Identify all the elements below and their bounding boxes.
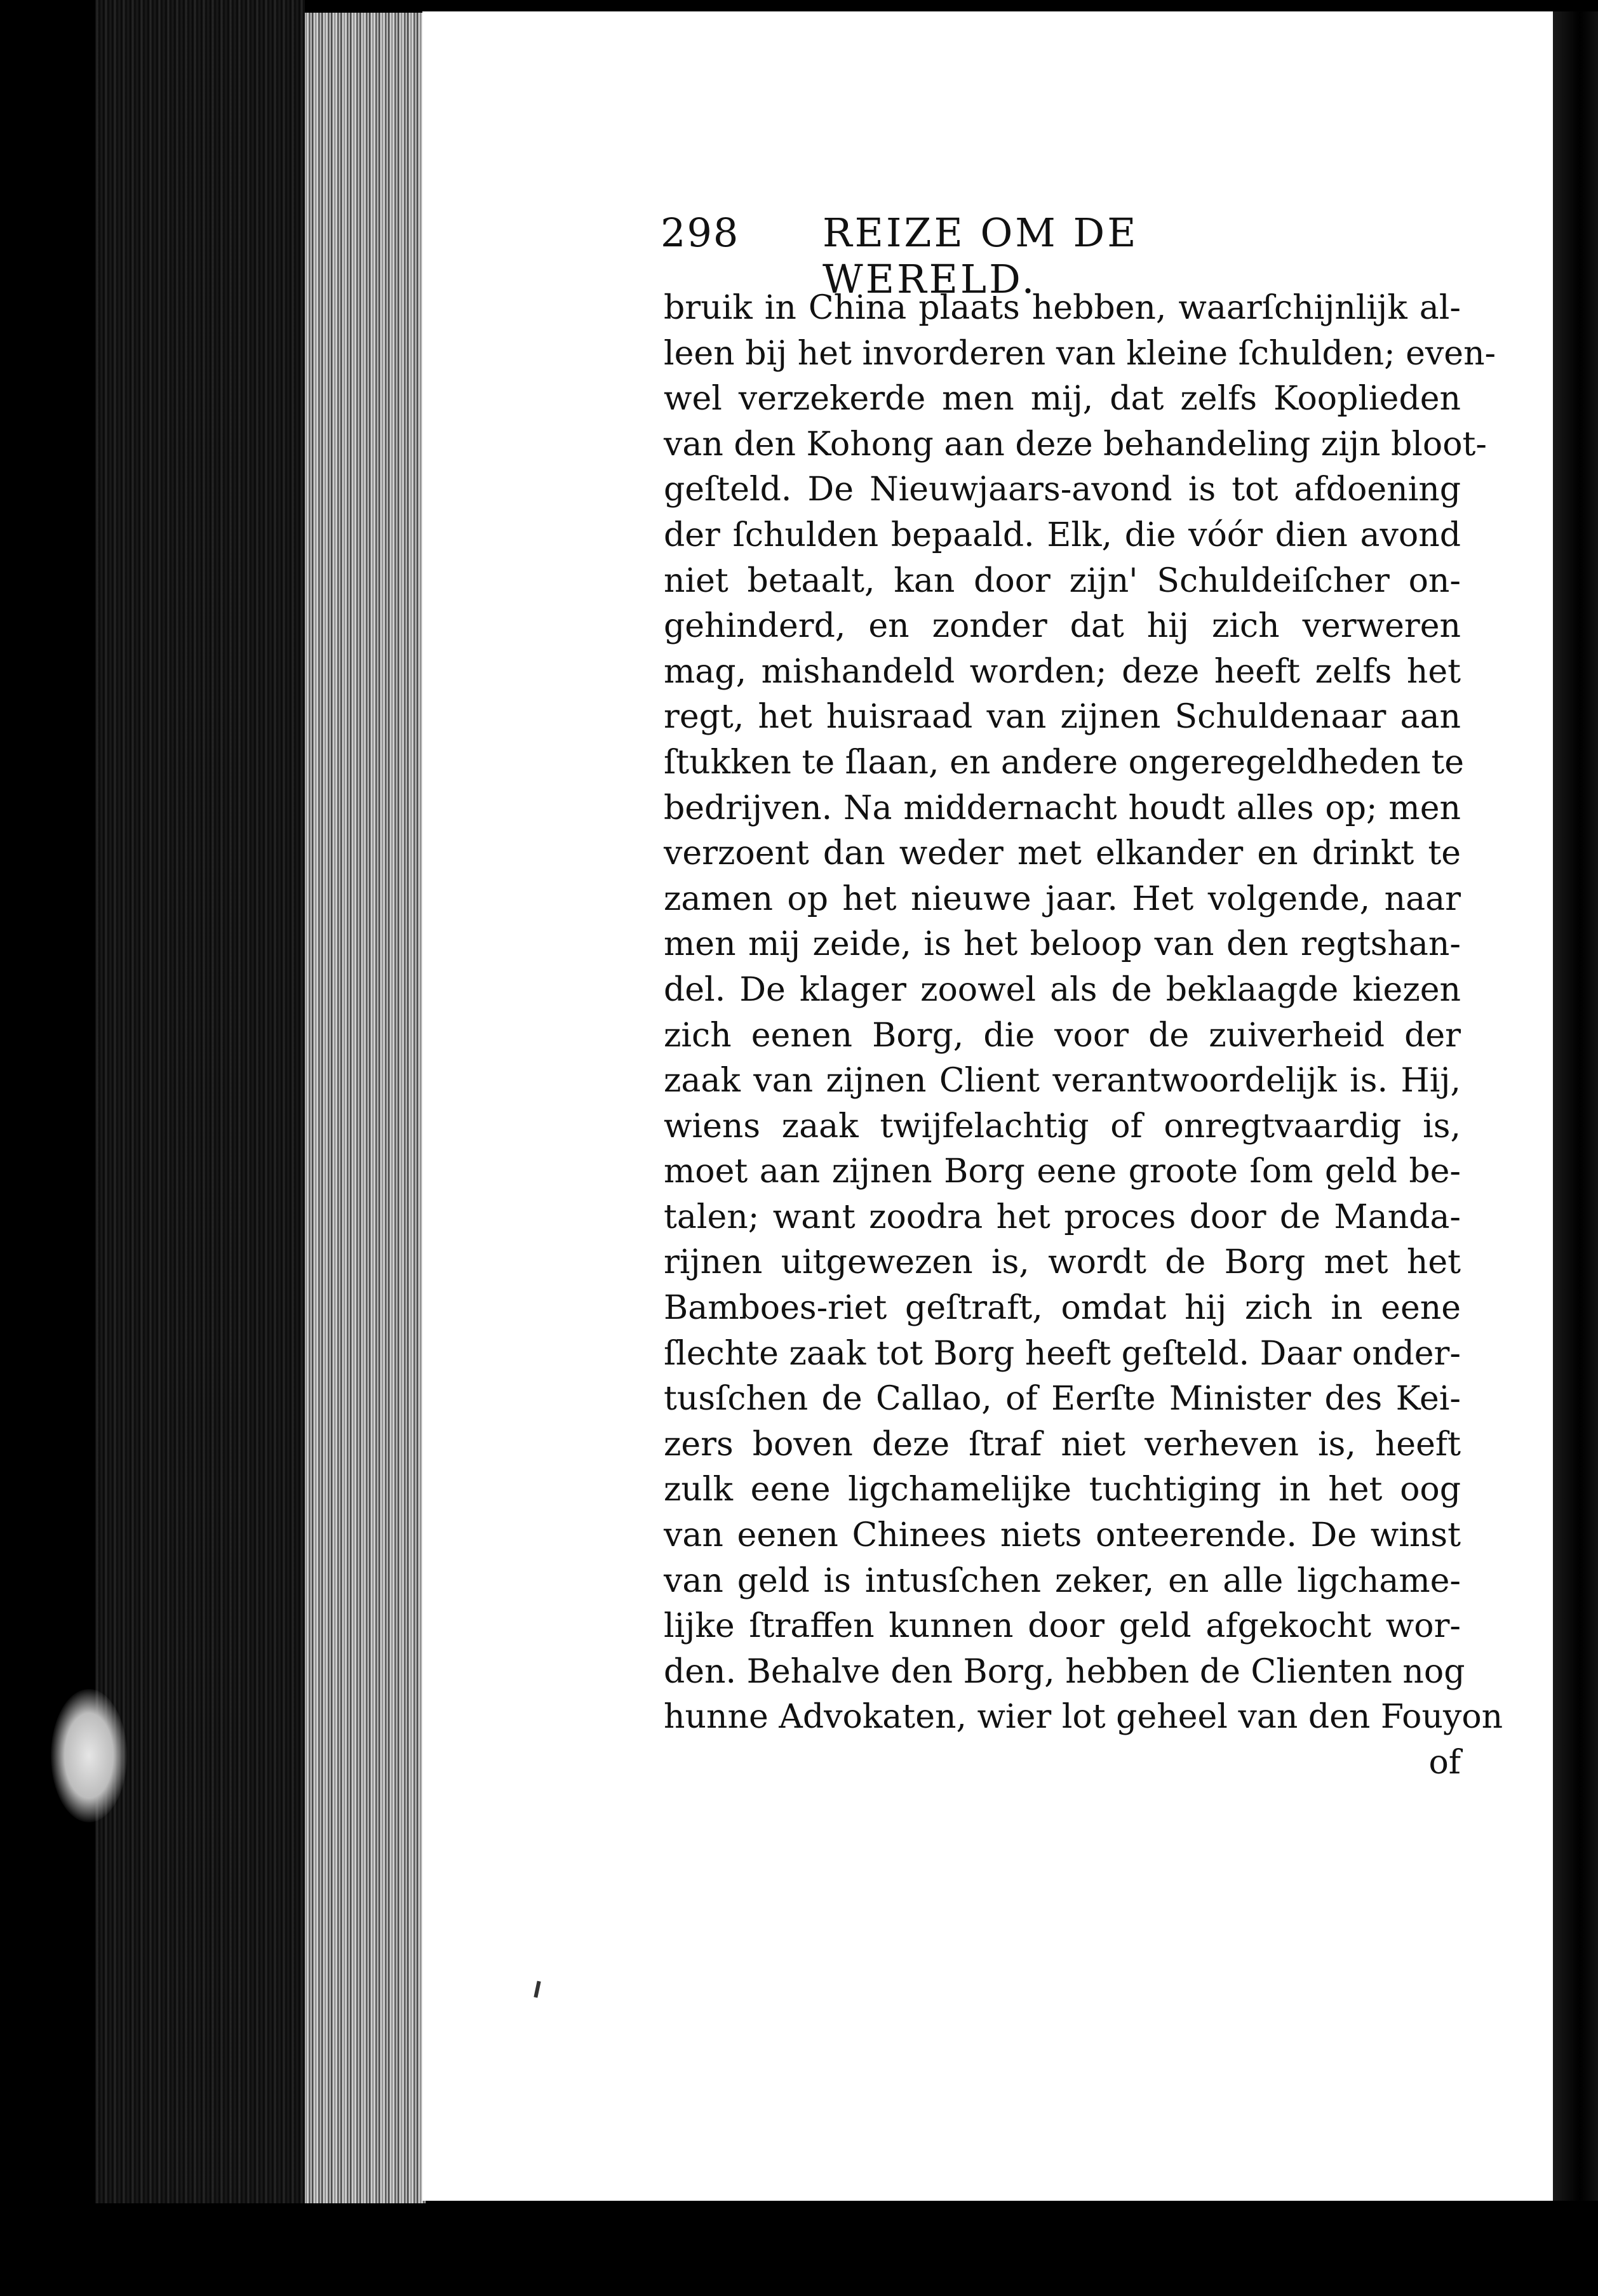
- text-line: talen; want zoodra het proces door de Manda-: [664, 1198, 1461, 1236]
- body-text: [664, 286, 1503, 1786]
- running-header: [661, 210, 1353, 302]
- paper-stain: [51, 1689, 127, 1822]
- text-line: bedrijven. Na middernacht houdt alles op; men: [664, 789, 1461, 827]
- text-line: moet aan zijnen Borg eene groote ſom geld be-: [664, 1152, 1461, 1191]
- text-line: mag, mishandeld worden; deze heeft zelfs het: [664, 652, 1461, 691]
- text-line: zulk eene ligchamelijke tuchtiging in het oog: [664, 1471, 1461, 1509]
- text-line: zamen op het nieuwe jaar. Het volgende, naar: [664, 879, 1461, 918]
- text-line: hunne Advokaten, wier lot geheel van den Fouyon: [664, 1698, 1503, 1737]
- text-line: leen bij het invorderen van kleine ſchulden; even-: [664, 334, 1496, 373]
- running-title: REIZE OM DE WERELD.: [822, 210, 1139, 302]
- book-spine-edge: [95, 0, 305, 2203]
- text-line: rijnen uitgewezen is, wordt de Borg met het: [664, 1243, 1461, 1282]
- text-line: bruik in China plaats hebben, waarſchijnlijk al-: [664, 289, 1461, 327]
- text-line: verzoent dan weder met elkander en drinkt te: [664, 834, 1461, 873]
- text-line: lijke ſtraffen kunnen door geld afgekocht wor-: [664, 1607, 1461, 1646]
- text-line: zaak van zijnen Client verantwoordelijk is. Hij,: [664, 1062, 1461, 1100]
- text-line: niet betaalt, kan door zijn' Schuldeiſcher on-: [664, 561, 1461, 600]
- catchword: of: [1428, 1744, 1461, 1782]
- page-edges: [305, 13, 426, 2203]
- text-line: gehinderd, en zonder dat hij zich verweren: [664, 607, 1461, 646]
- text-line: del. De klager zoowel als de beklaagde kiezen: [664, 970, 1461, 1009]
- text-line: van den Kohong aan deze behandeling zijn bloot-: [664, 425, 1487, 464]
- text-line: geſteld. De Nieuwjaars-avond is tot afdoening: [664, 471, 1461, 509]
- text-line: Bamboes-riet geſtraft, omdat hij zich in eene: [664, 1289, 1461, 1328]
- text-line: zers boven deze ſtraf niet verheven is, heeft: [664, 1425, 1461, 1464]
- text-line: ſlechte zaak tot Borg heeft geſteld. Daar onder-: [664, 1334, 1461, 1373]
- text-line: ſtukken te ſlaan, en andere ongeregeldheden te: [664, 743, 1465, 782]
- text-line: zich eenen Borg, die voor de zuiverheid der: [664, 1016, 1461, 1055]
- text-line: wiens zaak twijfelachtig of onregtvaardig is,: [664, 1107, 1461, 1145]
- scan-right-edge: [1553, 11, 1598, 2201]
- text-line: van geld is intusſchen zeker, en alle ligchame-: [664, 1561, 1461, 1600]
- text-line: den. Behalve den Borg, hebben de Clienten nog: [664, 1652, 1465, 1691]
- text-line: der ſchulden bepaald. Elk, die vóór dien avond: [664, 516, 1461, 554]
- text-line: wel verzekerde men mij, dat zelfs Kooplieden: [664, 380, 1461, 418]
- text-line: van eenen Chinees niets onteerende. De winst: [664, 1516, 1461, 1555]
- text-line: men mij zeide, is het beloop van den regtshan-: [664, 925, 1461, 964]
- page-number: 298: [661, 210, 740, 256]
- text-line: regt, het huisraad van zijnen Schuldenaar aan: [664, 698, 1461, 737]
- text-line: tusſchen de Callao, of Eerſte Minister des Kei-: [664, 1380, 1461, 1418]
